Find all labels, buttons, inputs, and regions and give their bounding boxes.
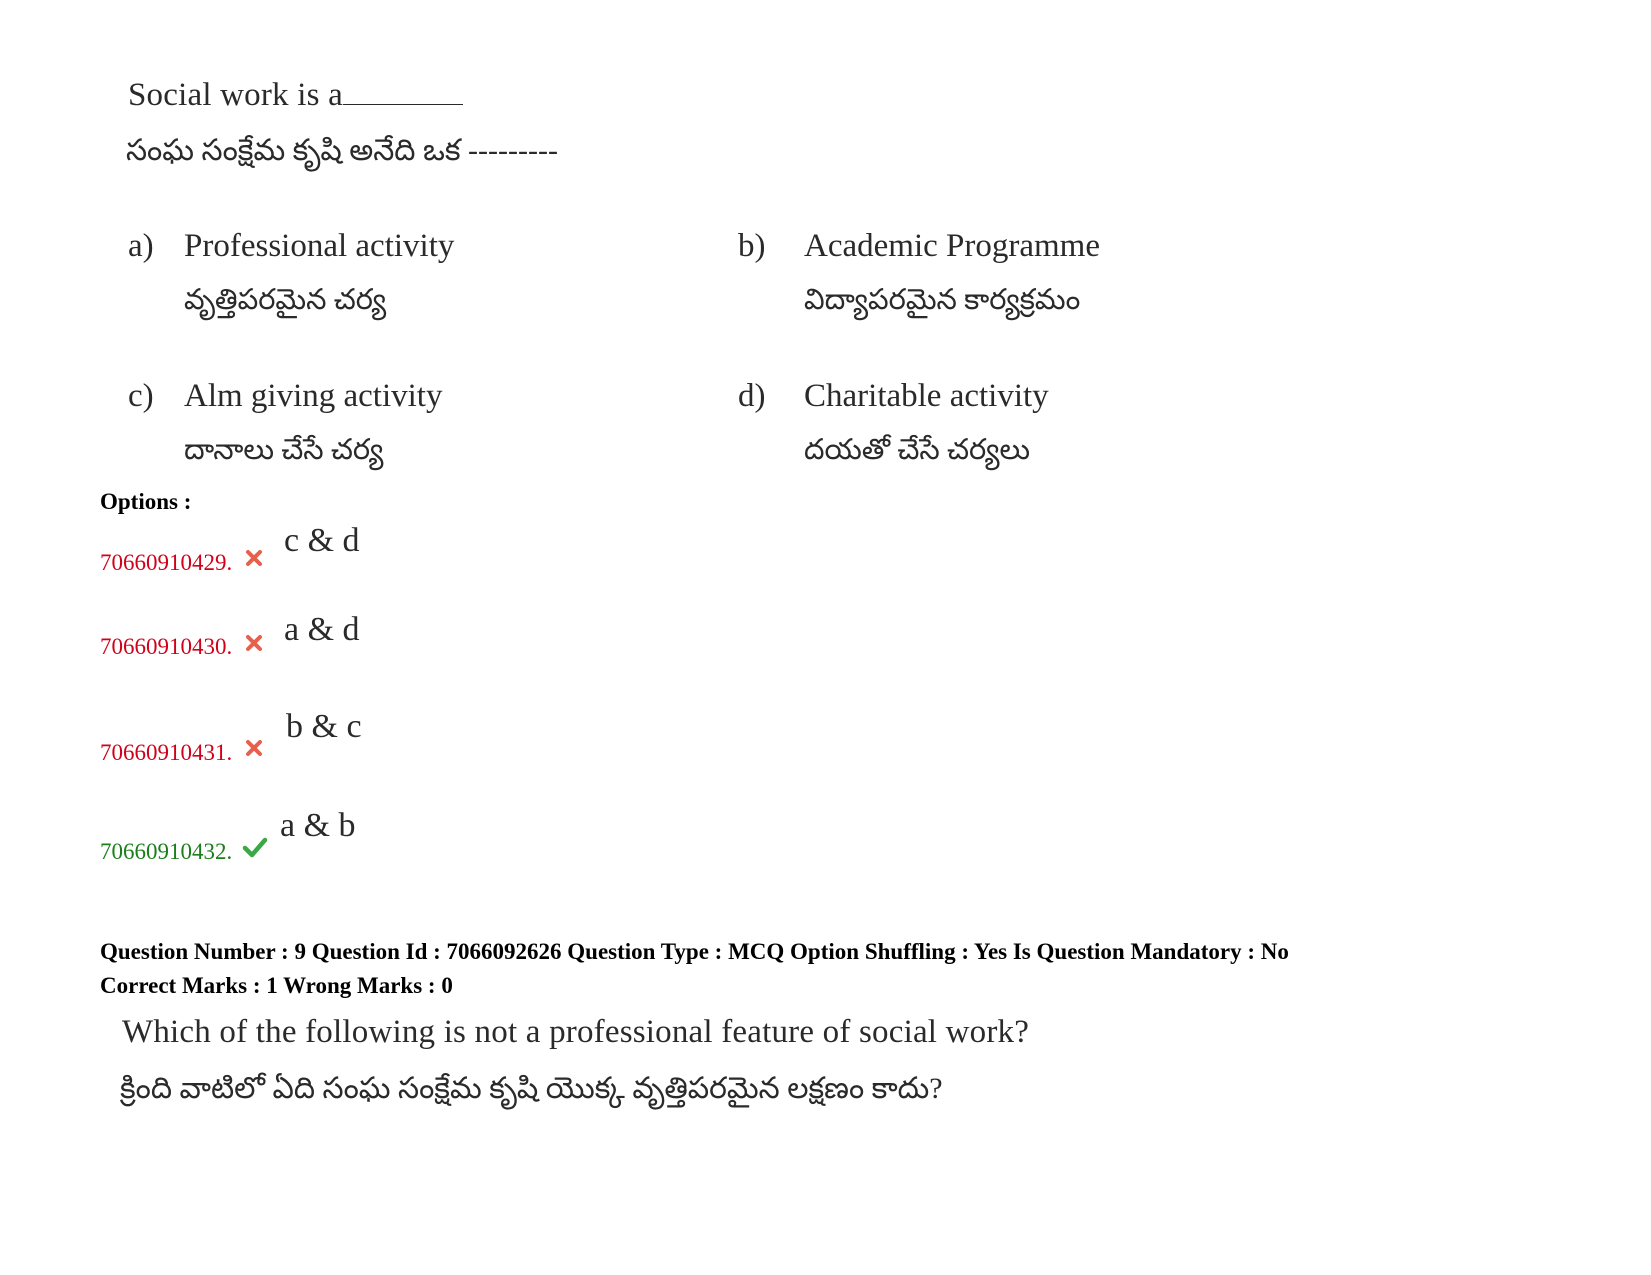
option-text-1: c & d — [284, 522, 360, 559]
option-id-1: 70660910429. — [100, 550, 233, 575]
choice-c-telugu: దానాలు చేసే చర్య — [184, 434, 384, 466]
question-meta-line-2: Correct Marks : 1 Wrong Marks : 0 — [100, 973, 453, 998]
question-stem-english-text: Social work is a — [128, 77, 343, 113]
choice-d-letter: d) — [738, 378, 766, 414]
cross-icon — [244, 738, 264, 763]
option-id-4: 70660910432. — [100, 839, 233, 864]
option-text-4: a & b — [280, 807, 356, 844]
choice-b-letter: b) — [738, 228, 766, 264]
option-id-2: 70660910430. — [100, 634, 233, 659]
option-text-3: b & c — [286, 708, 362, 745]
question-9-stem-english: Which of the following is not a professional feature of social work? — [122, 1014, 1030, 1050]
check-icon — [242, 836, 268, 863]
option-text-2: a & d — [284, 611, 360, 648]
cross-icon — [244, 633, 264, 658]
question-9-stem-telugu: క్రింది వాటిలో ఏది సంఘ సంక్షేమ కృషి యొక్క వృత్తిపరమైన లక్షణం కాదు? — [120, 1072, 943, 1105]
choice-b-telugu: విద్యాపరమైన కార్యక్రమం — [804, 284, 1081, 316]
option-id-3: 70660910431. — [100, 740, 233, 765]
choice-a-letter: a) — [128, 228, 154, 264]
blank-line — [343, 76, 463, 105]
question-stem-english — [128, 76, 463, 114]
choice-c-english: Alm giving activity — [184, 378, 443, 414]
choice-d-telugu: దయతో చేసే చర్యలు — [804, 434, 1031, 466]
choice-a-english: Professional activity — [184, 228, 455, 264]
question-meta-line-1: Question Number : 9 Question Id : 7066092626 Question Type : MCQ Option Shuffling : Yes Is Question Mandatory : No — [100, 939, 1289, 964]
choice-a-telugu: వృత్తిపరమైన చర్య — [184, 284, 387, 316]
options-heading: Options : — [100, 489, 192, 514]
cross-icon — [244, 548, 264, 573]
question-stem-telugu: సంఘ సంక్షేమ కృషి అనేది ఒక --------- — [126, 134, 558, 167]
choice-c-letter: c) — [128, 378, 154, 414]
choice-b-english: Academic Programme — [804, 228, 1100, 264]
choice-d-english: Charitable activity — [804, 378, 1049, 414]
